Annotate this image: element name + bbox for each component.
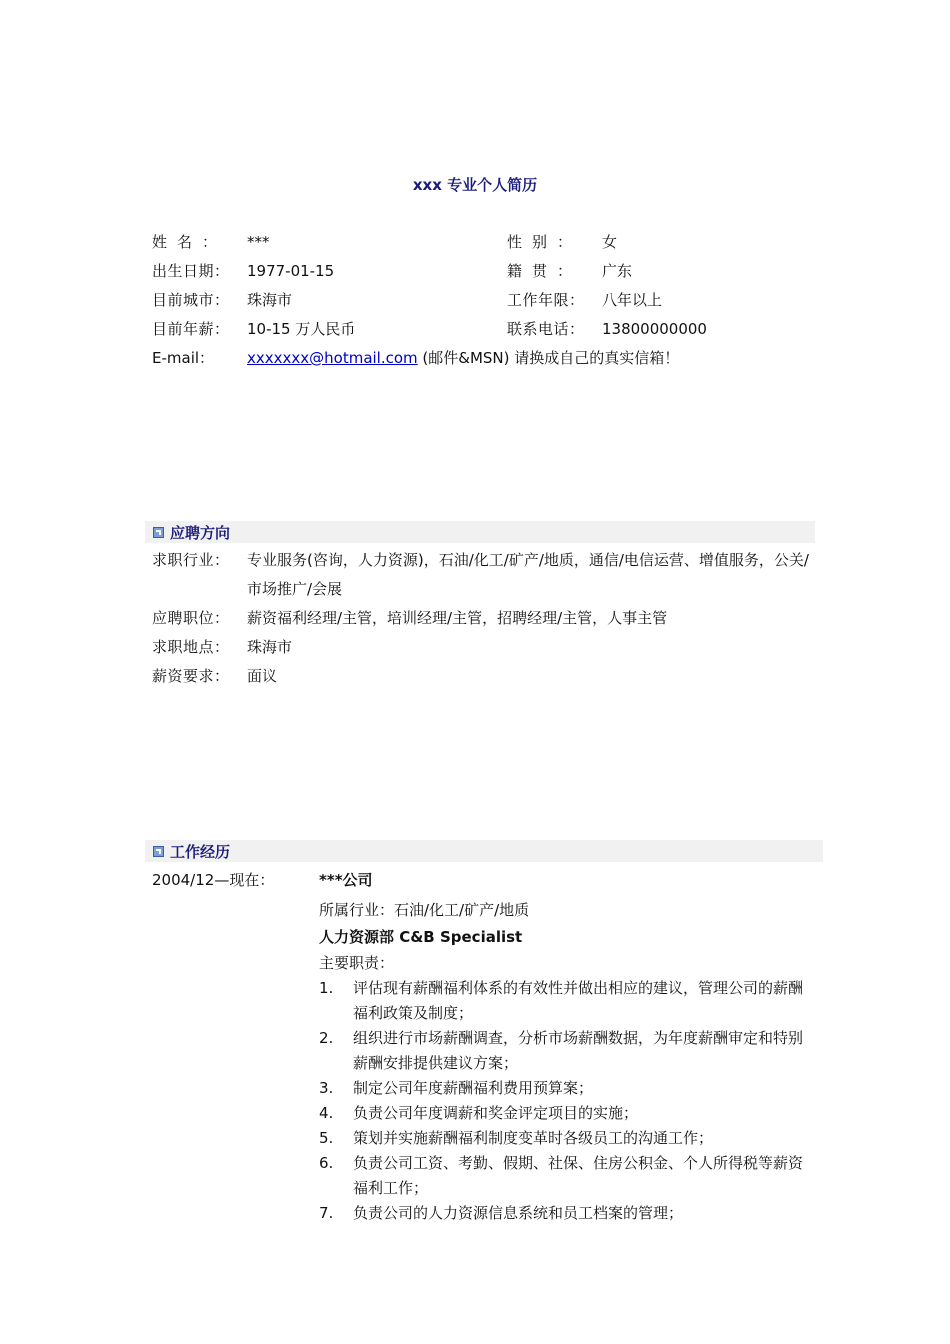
duty-number: 3. (319, 1079, 334, 1097)
duty-item (319, 1076, 809, 1101)
salary-req-value: 面议 (247, 667, 278, 685)
section-header-intent (145, 521, 815, 543)
position-value: 薪资福利经理/主管，培训经理/主管，招聘经理/主管，人事主管 (247, 609, 668, 627)
duty-item (319, 976, 809, 1026)
email-value-wrap (247, 344, 679, 373)
salary-value: 10-15 万人民币 (247, 320, 356, 338)
email-row (152, 344, 832, 373)
duty-number: 4. (319, 1104, 334, 1122)
intent-row (152, 546, 822, 604)
years-label: 工作年限： (507, 291, 584, 309)
duty-text: 制定公司年度薪酬福利费用预算案； (353, 1079, 594, 1097)
duty-number: 1. (319, 979, 334, 997)
duty-text: 负责公司的人力资源信息系统和员工档案的管理； (353, 1204, 684, 1222)
industry-label: 求职行业： (152, 551, 229, 569)
gender-value: 女 (602, 233, 618, 251)
gender-label: 性别： (507, 233, 572, 251)
city-label: 目前城市： (152, 291, 229, 309)
location-label: 求职地点： (152, 638, 229, 656)
duties-list (319, 976, 809, 1226)
duty-item (319, 1201, 809, 1226)
duty-number: 5. (319, 1129, 334, 1147)
info-row (152, 315, 832, 344)
info-row (152, 286, 832, 315)
duty-item (319, 1101, 809, 1126)
intent-list (152, 546, 822, 691)
duty-text: 策划并实施薪酬福利制度变革时各级员工的沟通工作； (353, 1129, 714, 1147)
email-note: (邮件&MSN) 请换成自己的真实信箱！ (417, 349, 680, 367)
name-value: *** (247, 233, 270, 251)
section-arrow-icon (153, 846, 164, 857)
duty-number: 7. (319, 1204, 334, 1222)
company-name: ***公司 (319, 871, 373, 889)
basic-info (152, 228, 832, 373)
birth-label: 出生日期： (152, 262, 229, 280)
resume-title: xxx 专业个人简历 (412, 176, 538, 194)
origin-value: 广东 (602, 262, 633, 280)
job-period: 2004/12—现在： (152, 871, 275, 889)
duty-text: 负责公司年度调薪和奖金评定项目的实施； (353, 1104, 639, 1122)
email-label: E-mail： (152, 349, 215, 367)
city-value: 珠海市 (247, 291, 293, 309)
duty-text: 评估现有薪酬福利体系的有效性并做出相应的建议，管理公司的薪酬福利政策及制度； (353, 979, 804, 1022)
duty-number: 2. (319, 1029, 334, 1047)
intent-row (152, 662, 822, 691)
duty-text: 负责公司工资、考勤、假期、社保、住房公积金、个人所得税等薪资福利工作； (353, 1154, 804, 1197)
origin-label: 籍贯： (507, 262, 572, 280)
phone-value: 13800000000 (602, 320, 707, 338)
duty-item (319, 1026, 809, 1076)
duty-number: 6. (319, 1154, 334, 1172)
duty-item (319, 1126, 809, 1151)
name-label: 姓名： (152, 233, 217, 251)
email-link[interactable]: xxxxxxx@hotmail.com (247, 349, 418, 367)
phone-label: 联系电话： (507, 320, 584, 338)
birth-value: 1977-01-15 (247, 262, 335, 280)
duties-heading: 主要职责： (319, 954, 395, 972)
info-row (152, 257, 832, 286)
company-industry: 所属行业：石油/化工/矿产/地质 (319, 901, 530, 919)
position-label: 应聘职位： (152, 609, 229, 627)
salary-req-label: 薪资要求： (152, 667, 229, 685)
years-value: 八年以上 (602, 291, 663, 309)
industry-value: 专业服务(咨询，人力资源)，石油/化工/矿产/地质，通信/电信运营、增值服务，公关/市场推广/会展 (247, 551, 809, 598)
duty-text: 组织进行市场薪酬调查，分析市场薪酬数据，为年度薪酬审定和特别薪酬安排提供建议方案； (353, 1029, 804, 1072)
salary-label: 目前年薪： (152, 320, 229, 338)
section-title-experience: 工作经历 (170, 842, 231, 861)
intent-row (152, 604, 822, 633)
location-value: 珠海市 (247, 638, 293, 656)
section-arrow-icon (153, 527, 164, 538)
section-header-experience (145, 840, 823, 862)
department-title: 人力资源部 C&B Specialist (319, 928, 523, 946)
intent-row (152, 633, 822, 662)
section-title-intent: 应聘方向 (170, 523, 231, 542)
info-row (152, 228, 832, 257)
duty-item (319, 1151, 809, 1201)
